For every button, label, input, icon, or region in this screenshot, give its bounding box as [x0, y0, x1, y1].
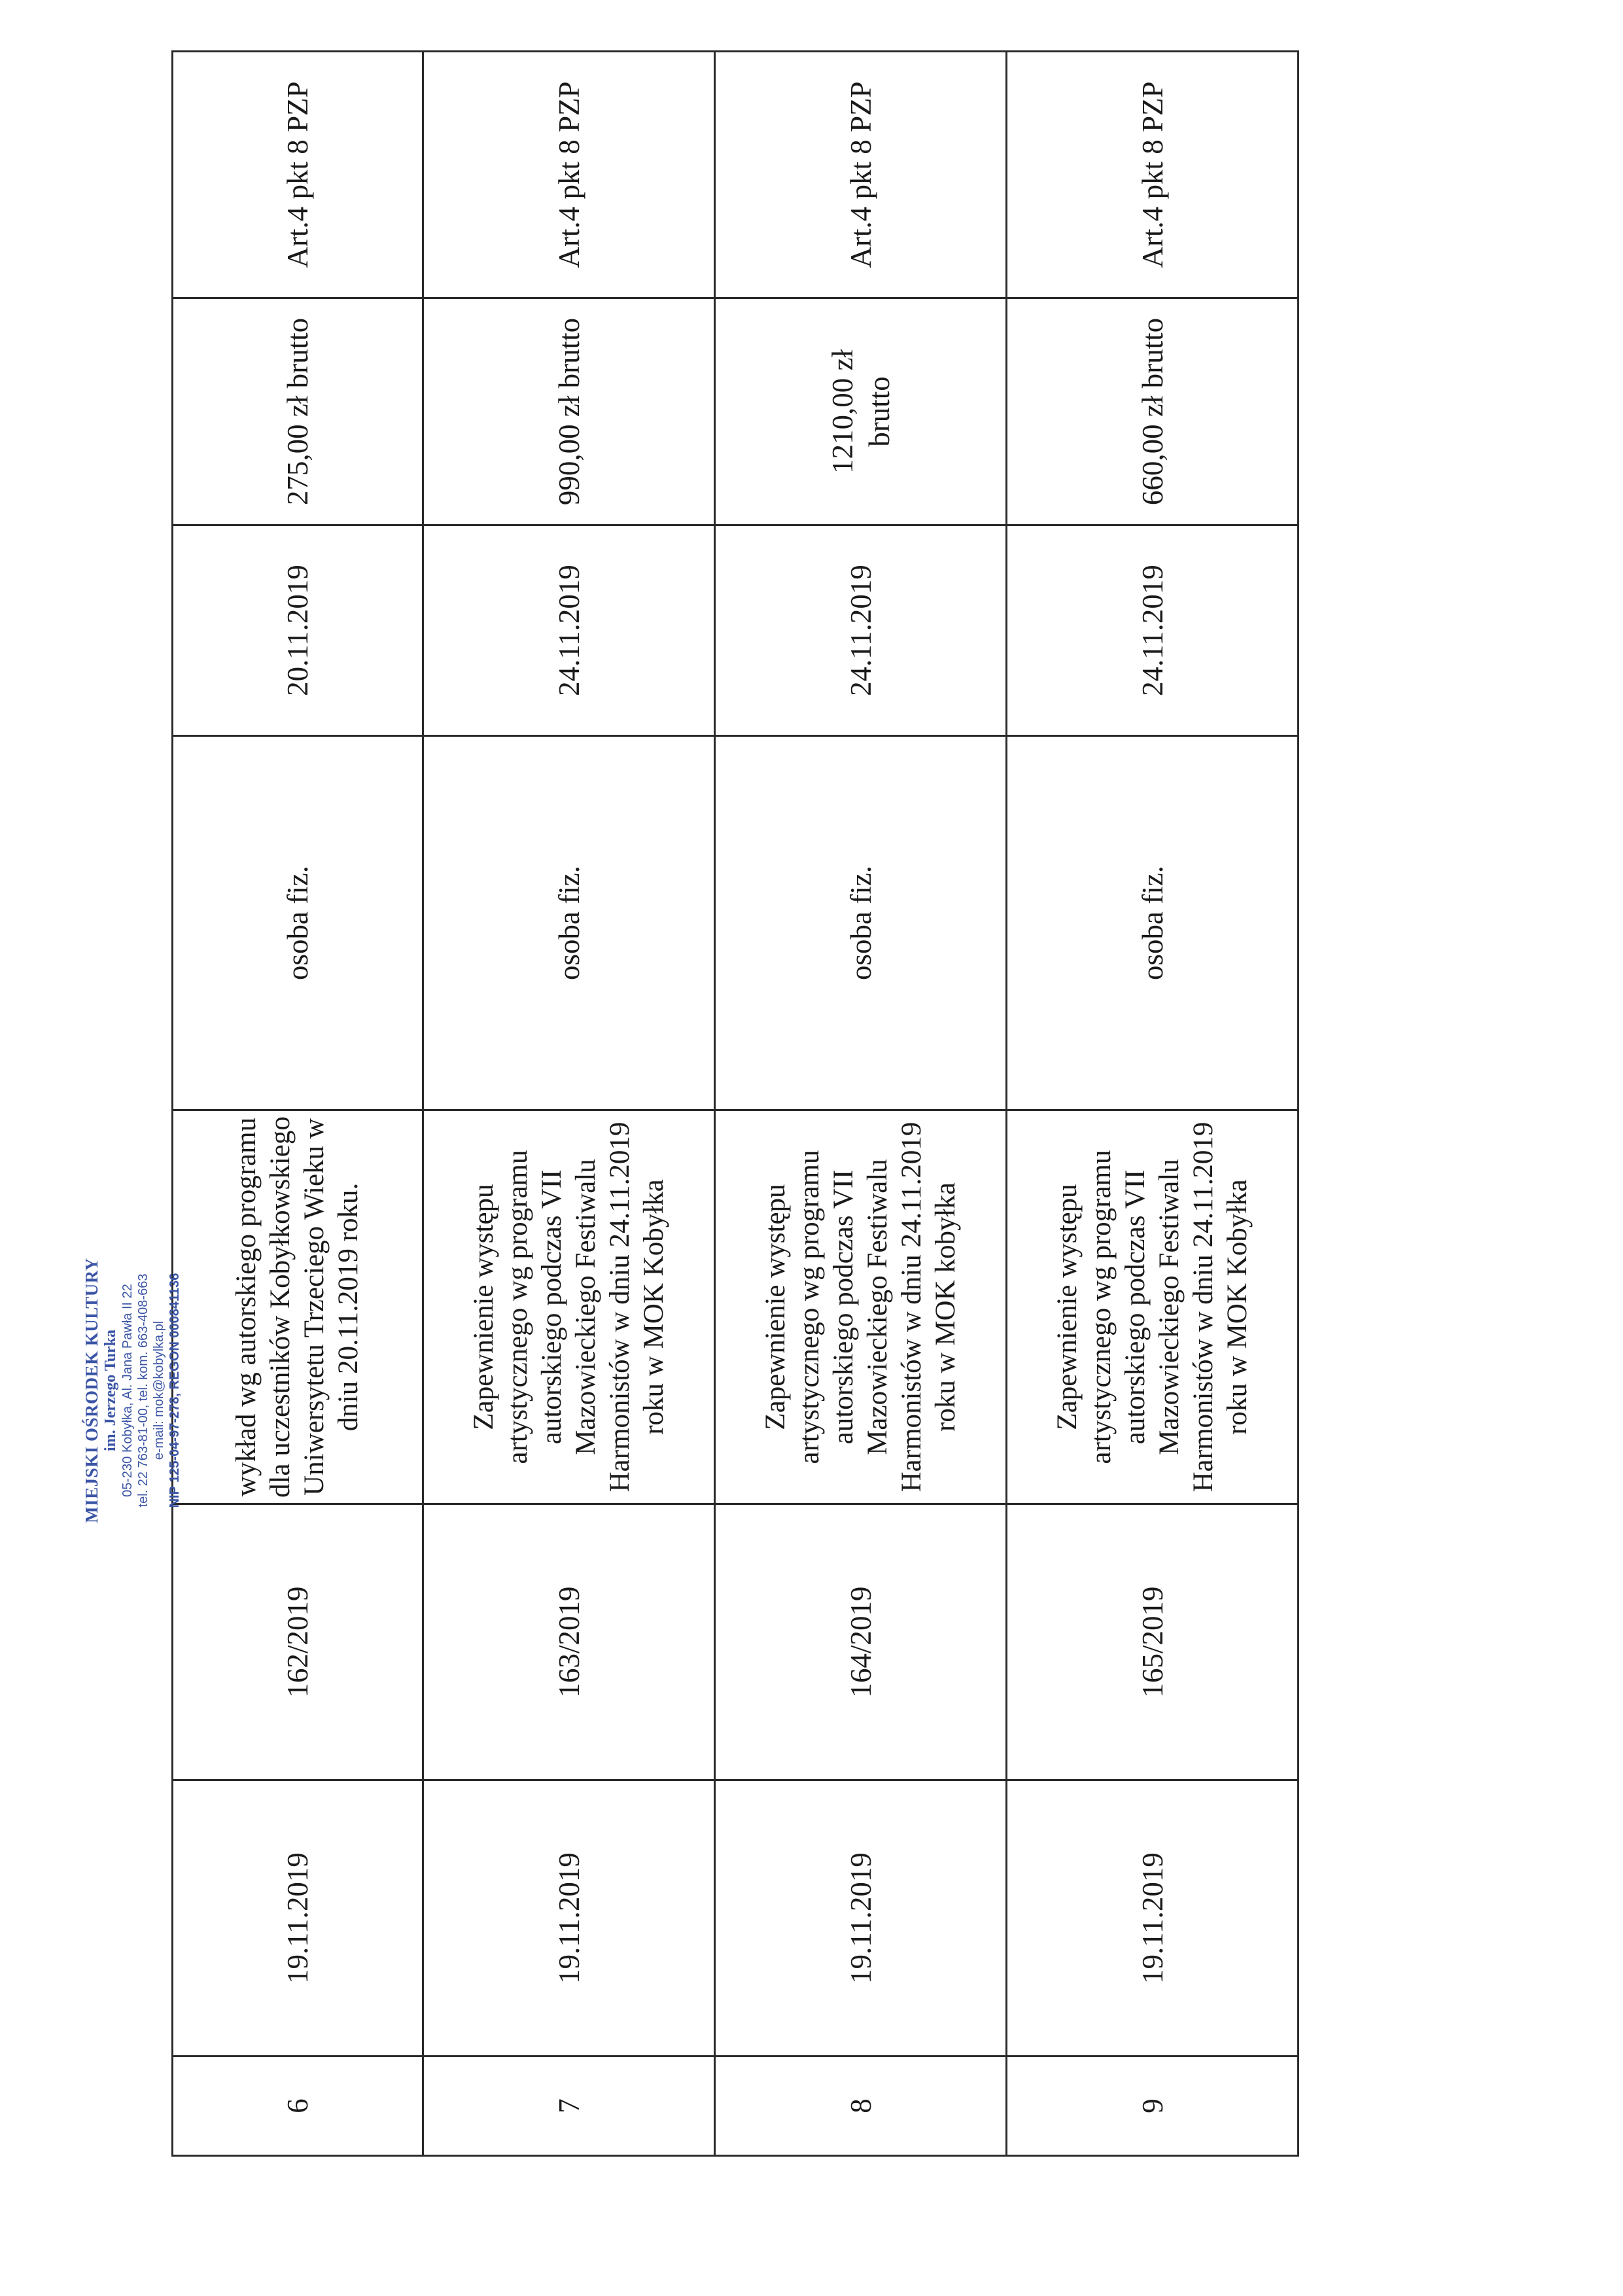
- legal-basis: Art.4 pkt 8 PZP: [715, 52, 1007, 298]
- signing-date: 19.11.2019: [423, 1780, 715, 2057]
- contract-number: 164/2019: [715, 1504, 1007, 1780]
- contracts-table: [171, 50, 1299, 2157]
- stamp-institution-name: MIEJSKI OŚRODEK KULTURY: [82, 1258, 101, 1523]
- contract-description: Zapewnienie występu artystycznego wg programu autorskiego podczas VII Mazowieckiego Festiwalu Harmonistów w dniu 24.11.2019 roku w MOK Kobyłka: [423, 1110, 715, 1504]
- contract-number: 165/2019: [1007, 1504, 1299, 1780]
- contract-description: Zapewnienie występu artystycznego wg programu autorskiego podczas VII Mazowieckiego Festiwalu Harmonistów w dniu 24.11.2019 roku w MOK kobyłka: [715, 1110, 1007, 1504]
- contractor-form: osoba fiz.: [173, 736, 423, 1110]
- contract-description: wykład wg autorskiego programu dla uczestników Kobyłkowskiego Uniwersytetu Trzeciego Wieku w dniu 20.11.2019 roku.: [173, 1110, 423, 1504]
- event-date: 24.11.2019: [715, 525, 1007, 736]
- signing-date: 19.11.2019: [173, 1780, 423, 2057]
- table-row: [423, 52, 715, 2156]
- row-number: 9: [1007, 2057, 1299, 2156]
- stamp-phone: tel. 22 763-81-00, tel. kom. 663-408-663: [136, 1273, 150, 1508]
- contract-amount: 660,00 zł brutto: [1007, 298, 1299, 525]
- institution-stamp: [82, 1214, 183, 1567]
- signing-date: 19.11.2019: [715, 1780, 1007, 2057]
- legal-basis: Art.4 pkt 8 PZP: [173, 52, 423, 298]
- table-row: [173, 52, 423, 2156]
- contract-amount: 1210,00 zł brutto: [715, 298, 1007, 525]
- stamp-address: 05-230 Kobyłka, Al. Jana Pawła II 22: [120, 1284, 135, 1497]
- contract-description: Zapewnienie występu artystycznego wg programu autorskiego podczas VII Mazowieckiego Festiwalu Harmonistów w dniu 24.11.2019 roku w MOK Kobyłka: [1007, 1110, 1299, 1504]
- stamp-patron: im. Jerzego Turka: [102, 1330, 119, 1451]
- table-row: [715, 52, 1007, 2156]
- contract-amount: 990,00 zł brutto: [423, 298, 715, 525]
- row-number: 6: [173, 2057, 423, 2156]
- event-date: 24.11.2019: [423, 525, 715, 736]
- event-date: 20.11.2019: [173, 525, 423, 736]
- row-number: 7: [423, 2057, 715, 2156]
- stamp-ids: NIP 125-04-97-278, REGON 000841136: [167, 1273, 182, 1508]
- table-row: [1007, 52, 1299, 2156]
- signing-date: 19.11.2019: [1007, 1780, 1299, 2057]
- contractor-form: osoba fiz.: [715, 736, 1007, 1110]
- contract-amount: 275,00 zł brutto: [173, 298, 423, 525]
- contractor-form: osoba fiz.: [423, 736, 715, 1110]
- stamp-email: e-mail: mok@kobylka.pl: [152, 1320, 166, 1460]
- legal-basis: Art.4 pkt 8 PZP: [1007, 52, 1299, 298]
- legal-basis: Art.4 pkt 8 PZP: [423, 52, 715, 298]
- contract-number: 163/2019: [423, 1504, 715, 1780]
- contract-number: 162/2019: [173, 1504, 423, 1780]
- contractor-form: osoba fiz.: [1007, 736, 1299, 1110]
- row-number: 8: [715, 2057, 1007, 2156]
- event-date: 24.11.2019: [1007, 525, 1299, 736]
